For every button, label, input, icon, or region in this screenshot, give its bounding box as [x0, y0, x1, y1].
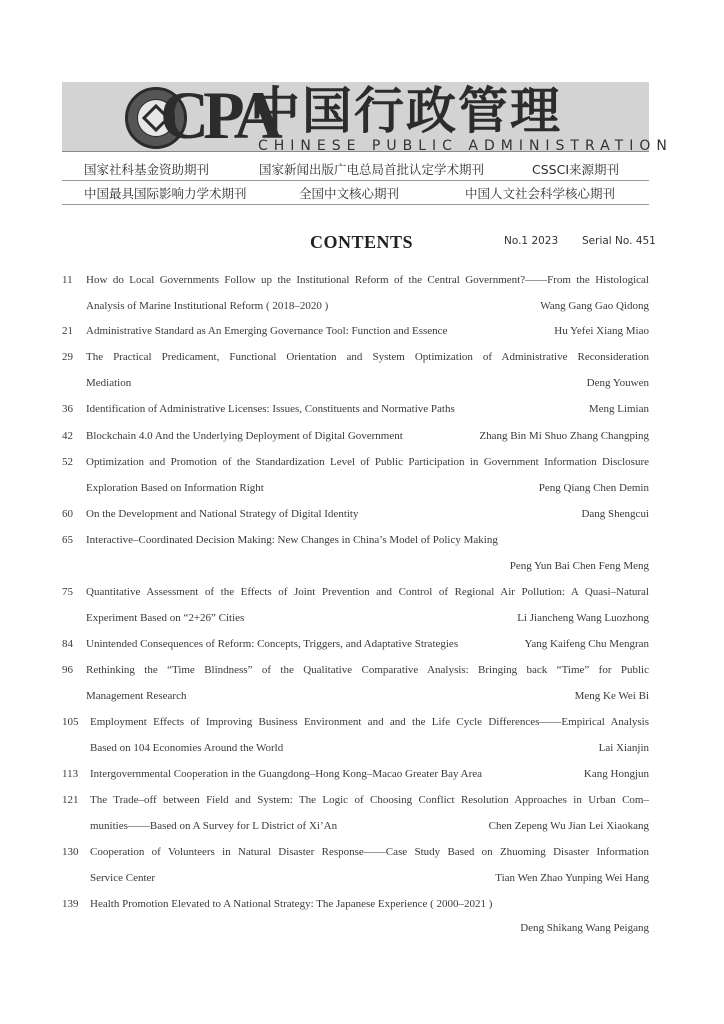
page-number: 11 — [62, 274, 73, 286]
page-number: 113 — [62, 768, 79, 780]
article-authors: Deng Shikang Wang Peigang — [520, 922, 649, 934]
tag: 国家新闻出版广电总局首批认定学术期刊 — [259, 162, 485, 177]
article-authors: Chen Zepeng Wu Jian Lei Xiaokang — [488, 820, 649, 832]
article-title: The Trade–off between Field and System: The Logic of Choosing Conflict Resolution Approaches in Urban Com– — [90, 794, 649, 806]
article-title: The Practical Predicament, Functional Orientation and System Optimization of Administrative Reconsideration — [86, 351, 649, 363]
cpa-logo-letters: CPA — [160, 77, 277, 153]
article-authors: Yang Kaifeng Chu Mengran — [524, 638, 649, 650]
page-number: 130 — [62, 846, 79, 858]
article-title: Unintended Consequences of Reform: Concepts, Triggers, and Adaptative Strategies — [86, 638, 459, 650]
article-title: Identification of Administrative Licenses: Issues, Constituents and Normative Paths — [86, 403, 455, 415]
article-title: Quantitative Assessment of the Effects of Joint Prevention and Control of Regional Air Pollution: A Quasi–Natural — [86, 586, 649, 598]
page-number: 75 — [62, 586, 73, 598]
article-title: On the Development and National Strategy of Digital Identity — [86, 508, 359, 520]
page-number: 121 — [62, 794, 79, 806]
journal-title-cn: 中国行政管理 — [250, 82, 562, 140]
article-title: Health Promotion Elevated to A National Strategy: The Japanese Experience ( 2000–2021 ) — [90, 898, 493, 910]
page-number: 139 — [62, 898, 79, 910]
article-title: Rethinking the “Time Blindness” of the Qualitative Comparative Analysis: Bringing back “Time” for Public — [86, 664, 649, 676]
page-number: 84 — [62, 638, 73, 650]
journal-title-en: CHINESE PUBLIC ADMINISTRATION — [258, 138, 673, 154]
page-number: 29 — [62, 351, 73, 363]
article-title: Employment Effects of Improving Business Environment and and the Life Cycle Differences——Empirical Analysis — [90, 716, 649, 728]
contents-heading: CONTENTS — [310, 232, 414, 252]
article-title-cont: Management Research — [86, 690, 187, 702]
article-title: Optimization and Promotion of the Standardization Level of Public Participation in Government Information Disclosure — [86, 456, 649, 468]
page-number: 65 — [62, 534, 73, 546]
article-title-cont: Based on 104 Economies Around the World — [90, 742, 284, 754]
issue-number: No.1 2023 — [504, 235, 559, 247]
article-authors: Dang Shengcui — [581, 508, 649, 520]
tag: 国家社科基金资助期刊 — [84, 162, 210, 177]
tag-row-1 — [62, 157, 649, 181]
article-authors: Tian Wen Zhao Yunping Wei Hang — [495, 872, 649, 884]
article-authors: Wang Gang Gao Qidong — [540, 300, 649, 312]
page-number: 52 — [62, 456, 73, 468]
tag: CSSCI来源期刊 — [532, 162, 620, 177]
article-title: Interactive–Coordinated Decision Making: New Changes in China’s Model of Policy Making — [86, 534, 498, 546]
article-authors: Kang Hongjun — [583, 768, 649, 780]
page-number: 21 — [62, 325, 73, 337]
tag: 中国最具国际影响力学术期刊 — [84, 186, 247, 201]
article-title: Blockchain 4.0 And the Underlying Deployment of Digital Government — [86, 430, 403, 442]
article-title-cont: Service Center — [90, 872, 156, 884]
article-authors: Hu Yefei Xiang Miao — [554, 325, 649, 337]
article-authors: Meng Limian — [588, 403, 649, 415]
article-title: How do Local Governments Follow up the Institutional Reform of the Central Government?——From the Histological — [86, 274, 649, 286]
article-title-cont: munities——Based on A Survey for L District of Xi’An — [90, 820, 338, 832]
page-number: 36 — [62, 403, 73, 415]
article-title-cont: Analysis of Marine Institutional Reform ( 2018–2020 ) — [86, 300, 329, 312]
tag: 全国中文核心期刊 — [299, 186, 400, 201]
article-authors: Lai Xianjin — [598, 742, 649, 754]
article-authors: Zhang Bin Mi Shuo Zhang Changping — [479, 430, 649, 442]
page-number: 42 — [62, 430, 73, 442]
serial-number: Serial No. 451 — [582, 235, 656, 247]
tag-row-2 — [62, 181, 649, 205]
article-authors: Meng Ke Wei Bi — [574, 690, 649, 702]
article-authors: Peng Yun Bai Chen Feng Meng — [509, 560, 649, 572]
article-title-cont: Exploration Based on Information Right — [86, 482, 264, 494]
article-authors: Li Jiancheng Wang Luozhong — [517, 612, 649, 624]
article-title: Intergovernmental Cooperation in the Guangdong–Hong Kong–Macao Greater Bay Area — [90, 768, 483, 780]
article-title-cont: Mediation — [86, 377, 132, 389]
page-number: 60 — [62, 508, 73, 520]
tag: 中国人文社会科学核心期刊 — [465, 186, 616, 201]
article-title-cont: Experiment Based on “2+26” Cities — [86, 612, 245, 624]
article-authors: Peng Qiang Chen Demin — [538, 482, 649, 494]
page-number: 105 — [62, 716, 79, 728]
article-title: Administrative Standard as An Emerging Governance Tool: Function and Essence — [86, 325, 448, 337]
page-number: 96 — [62, 664, 73, 676]
article-title: Cooperation of Volunteers in Natural Disaster Response——Case Study Based on Zhuoming Disaster Information — [90, 846, 649, 858]
article-authors: Deng Youwen — [586, 377, 649, 389]
